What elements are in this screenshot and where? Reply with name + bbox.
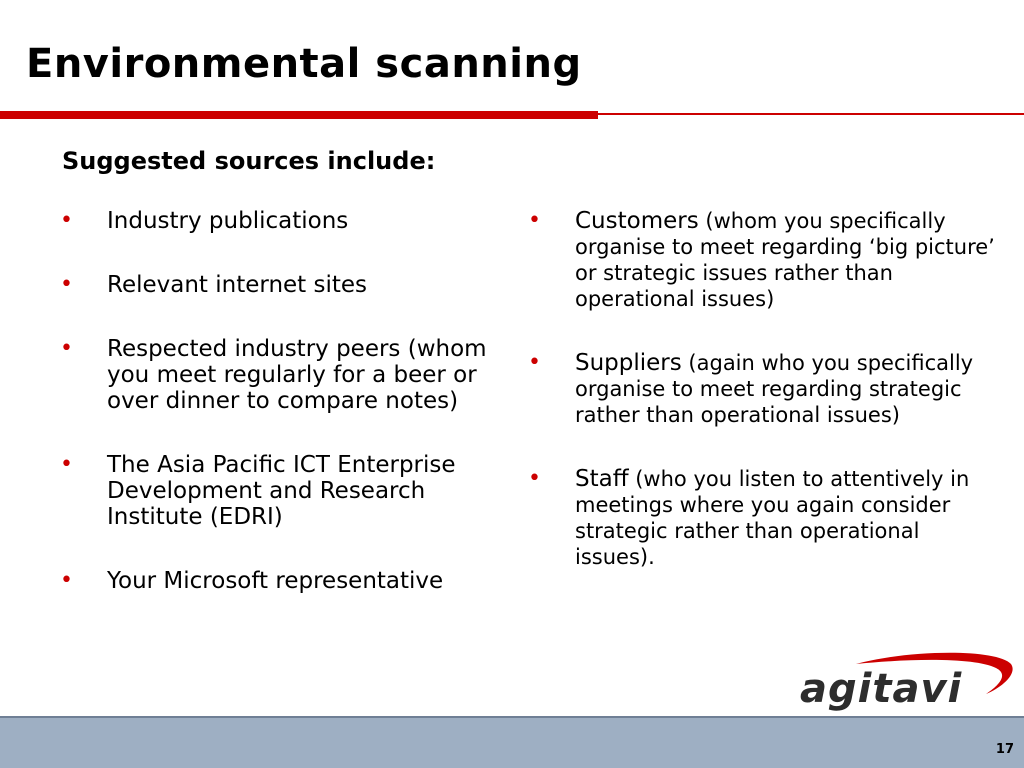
slide-subtitle: Suggested sources include:	[62, 147, 436, 175]
list-item-text: Industry publications	[107, 208, 349, 234]
list-item-detail: (whom you specifically organise to meet regarding ‘big picture’ or strategic issues rather than operational issues)	[575, 209, 995, 311]
page-number: 17	[995, 742, 1014, 757]
logo-wordmark: agitavi	[800, 666, 963, 712]
bullet-icon: •	[60, 272, 73, 297]
bullet-icon: •	[60, 452, 73, 477]
list-item	[60, 452, 527, 530]
list-item-text: The Asia Pacific ICT Enterprise Development and Research Institute (EDRI)	[107, 452, 456, 530]
list-item-lead: Customers	[575, 208, 699, 234]
bullet-icon: •	[528, 208, 541, 233]
bullet-icon: •	[60, 336, 73, 361]
list-item-text: Respected industry peers (whom you meet regularly for a beer or over dinner to compare notes)	[107, 336, 487, 414]
list-item	[528, 466, 995, 570]
list-item	[528, 208, 995, 312]
list-item-detail: (who you listen to attentively in meetings where you again consider strategic rather than operational issues).	[575, 467, 970, 569]
list-item	[60, 208, 527, 234]
bullet-icon: •	[528, 350, 541, 375]
left-bullet-list	[60, 208, 527, 594]
footer-divider	[0, 716, 1024, 718]
list-item	[528, 350, 995, 428]
footer-bar	[0, 716, 1024, 768]
title-underline-thick	[0, 111, 598, 119]
list-item	[60, 272, 527, 298]
title-underline-thin	[598, 113, 1024, 115]
list-item-text: Relevant internet sites	[107, 272, 368, 298]
slide-title: Environmental scanning	[26, 41, 582, 87]
right-bullet-list	[528, 208, 995, 608]
bullet-icon: •	[528, 466, 541, 491]
bullet-icon: •	[60, 568, 73, 593]
agitavi-logo	[796, 650, 1016, 712]
list-item-lead: Suppliers	[575, 350, 682, 376]
list-item-detail: (again who you specifically organise to meet regarding strategic rather than operational issues)	[575, 351, 974, 427]
list-item-lead: Staff	[575, 466, 629, 492]
list-item	[60, 568, 527, 594]
list-item-text: Your Microsoft representative	[107, 568, 444, 594]
list-item	[60, 336, 527, 414]
bullet-icon: •	[60, 208, 73, 233]
